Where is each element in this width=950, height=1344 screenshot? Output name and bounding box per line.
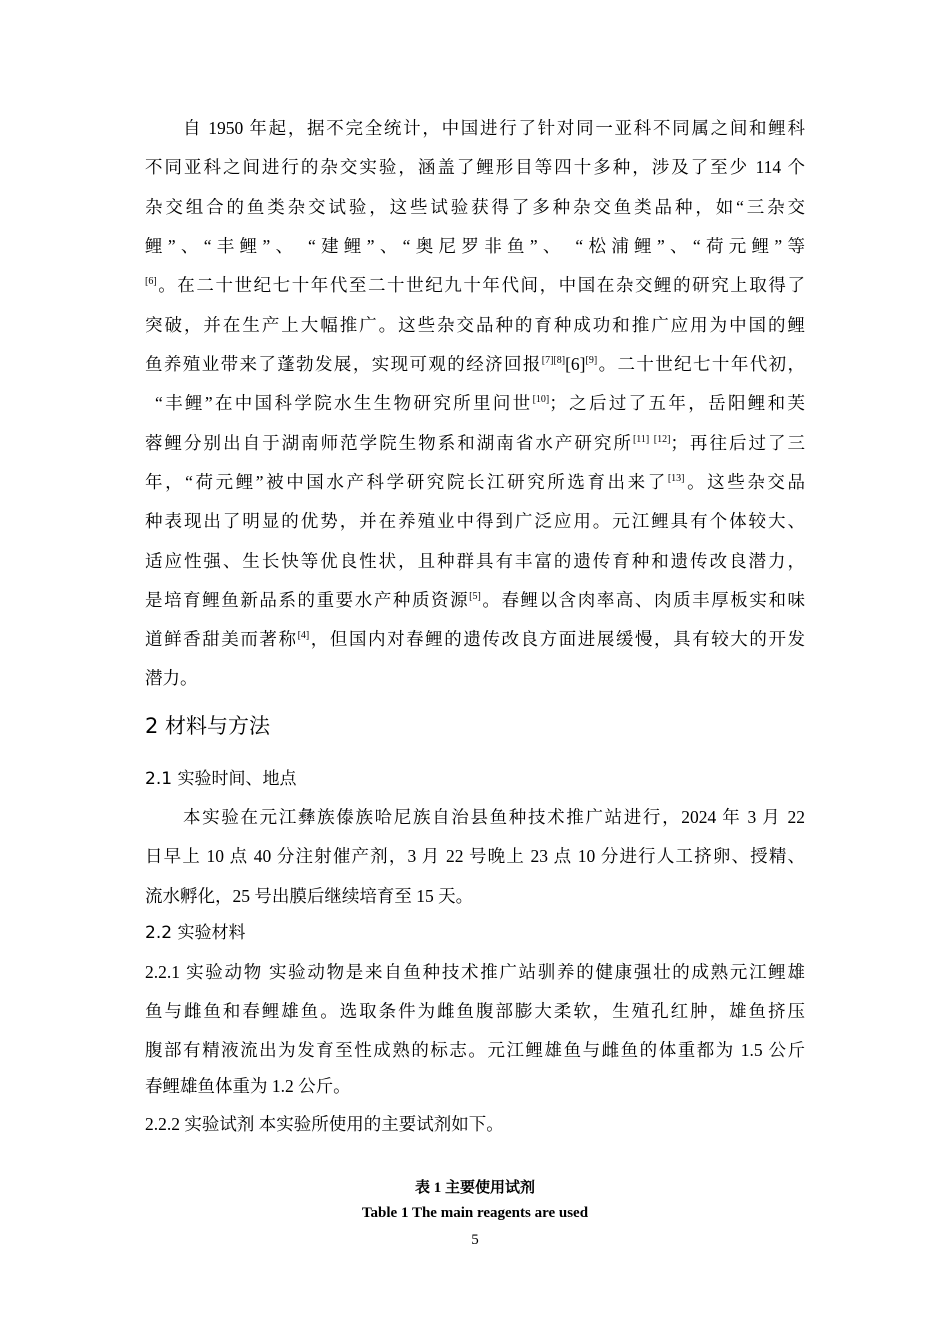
sub22-line-1: 2.2.1 实验动物 实验动物是来自鱼种技术推广站驯养的健康强壮的成熟元江鲤雄	[145, 962, 805, 982]
para1-line-15: 潜力。	[145, 668, 198, 688]
para1-line-7: 鱼养殖业带来了蓬勃发展，实现可观的经济回报[7][8][6][9]。二十世纪七十年代初，	[145, 354, 806, 374]
section-heading: 2 材料与方法	[145, 714, 271, 738]
table-caption-cn: 表 1 主要使用试剂	[414, 1180, 535, 1196]
sub21-line-3: 流水孵化，25 号出膜后继续培育至 15 天。	[145, 886, 474, 906]
para1-line-6: 突破，并在生产上大幅推广。这些杂交品种的育种成功和推广应用为中国的鲤	[145, 315, 805, 335]
para1-line-13: 是培育鲤鱼新品系的重要水产种质资源[5]。春鲤以含肉率高、肉质丰厚板实和味	[145, 590, 806, 610]
page-number: 5	[471, 1232, 479, 1248]
para1-line-14: 道鲜香甜美而著称[4]，但国内对春鲤的遗传改良方面进展缓慢，具有较大的开发	[145, 629, 806, 649]
sub22-line-5: 2.2.2 实验试剂 本实验所使用的主要试剂如下。	[145, 1114, 504, 1134]
citation: [11] [12]	[632, 434, 671, 445]
sub22-line-3: 腹部有精液流出为发育至性成熟的标志。元江鲤雄鱼与雌鱼的体重都为 1.5 公斤	[145, 1040, 805, 1060]
subsection-heading-2-1: 2.1 实验时间、地点	[145, 769, 297, 789]
para1-line-3: 杂交组合的鱼类杂交试验，这些试验获得了多种杂交鱼类品种，如“三杂交	[145, 197, 805, 217]
sub22-line-4: 春鲤雄鱼体重为 1.2 公斤。	[145, 1076, 351, 1096]
para1-line-9: 蓉鲤分别出自于湖南师范学院生物系和湖南省水产研究所[11] [12]；再往后过了三	[145, 433, 806, 453]
para1-line-11: 种表现出了明显的优势，并在养殖业中得到广泛应用。元江鲤具有个体较大、	[145, 511, 805, 531]
citation: [6]	[145, 276, 157, 287]
para1-line-12: 适应性强、生长快等优良性状，且种群具有丰富的遗传育种和遗传改良潜力，	[145, 551, 805, 571]
para1-line-8: “丰鲤”在中国科学院水生生物研究所里问世[10]；之后过了五年，岳阳鲤和芙	[155, 393, 805, 413]
citation: [7][8]	[541, 355, 566, 366]
citation: [4]	[297, 630, 310, 641]
para1-line-2: 不同亚科之间进行的杂交实验，涵盖了鲤形目等四十多种，涉及了至少 114 个	[145, 157, 805, 177]
para1-line-10: 年，“荷元鲤”被中国水产科学研究院长江研究所选育出来了[13]。这些杂交品	[145, 472, 805, 492]
table-caption-en: Table 1 The main reagents are used	[361, 1205, 589, 1221]
para1-line-4: 鲤”、“丰鲤”、 “建鲤”、“奥尼罗非鱼”、 “松浦鲤”、“荷元鲤”等	[145, 236, 805, 256]
citation: [9]	[585, 355, 598, 366]
subsection-heading-2-2: 2.2 实验材料	[145, 923, 246, 943]
sub21-line-1: 本实验在元江彝族傣族哈尼族自治县鱼种技术推广站进行，2024 年 3 月 22	[183, 807, 805, 827]
para1-line-1: 自 1950 年起，据不完全统计，中国进行了针对同一亚科不同属之间和鲤科	[183, 118, 805, 138]
sub21-line-2: 日早上 10 点 40 分注射催产剂，3 月 22 号晚上 23 点 10 分进行人工挤卵、授精、	[145, 846, 805, 866]
citation: [13]	[667, 473, 685, 484]
para1-line-5: [6]。在二十世纪七十年代至二十世纪九十年代间，中国在杂交鲤的研究上取得了	[145, 275, 805, 295]
citation: [10]	[532, 394, 550, 405]
sub22-line-2: 鱼与雌鱼和春鲤雄鱼。选取条件为雌鱼腹部膨大柔软，生殖孔红肿，雄鱼挤压	[145, 1001, 805, 1021]
citation: [5]	[469, 591, 481, 602]
